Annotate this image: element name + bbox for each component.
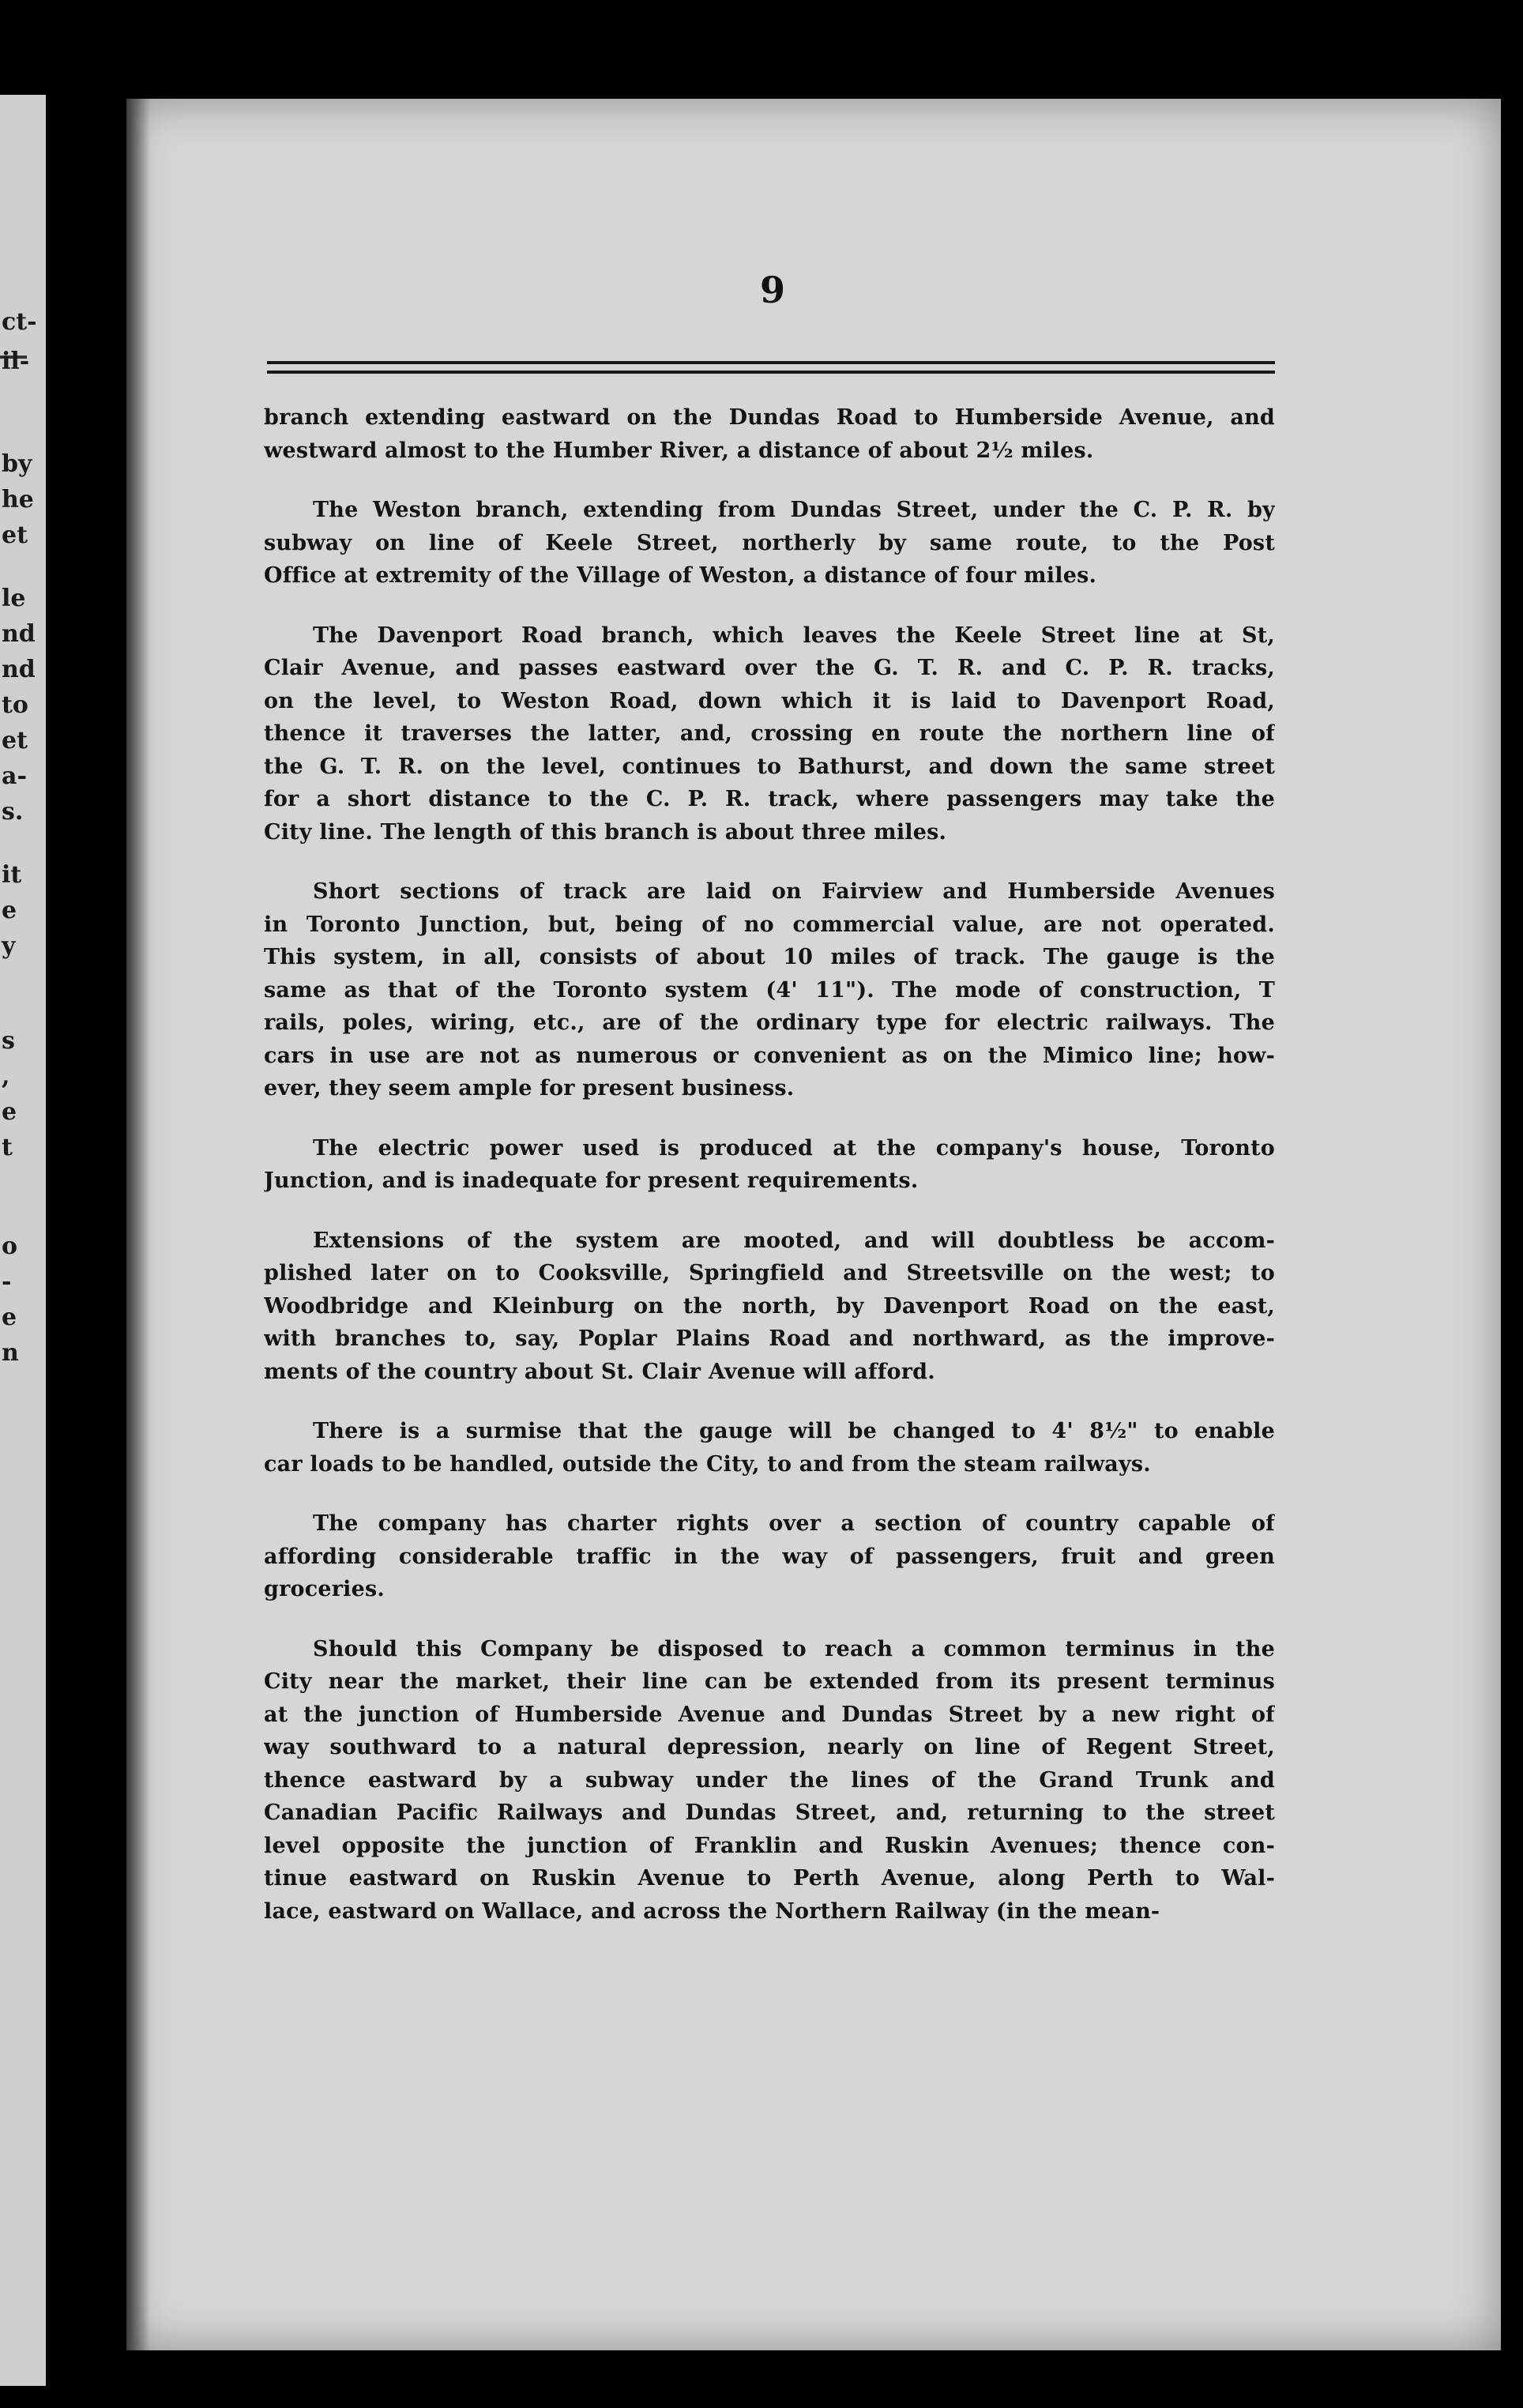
previous-page-fragment: , xyxy=(2,1063,10,1090)
previous-page-fragment: to xyxy=(2,691,28,719)
previous-page-fragment: y xyxy=(2,932,16,960)
text-line: The Weston branch, extending from Dundas Street, under the C. P. R. by xyxy=(313,498,1275,522)
paragraph xyxy=(264,875,1275,1105)
text-line: ments of the country about St. Clair Avenue will afford. xyxy=(264,1359,935,1384)
paragraph xyxy=(264,1633,1275,1928)
previous-page-fragment: n xyxy=(2,1339,19,1367)
previous-page-fragment: he xyxy=(2,486,34,514)
paragraph xyxy=(264,619,1275,849)
previous-page-fragment: ct- xyxy=(2,308,37,336)
text-line: There is a surmise that the gauge will be changed to 4' 8½" to enable xyxy=(313,1419,1275,1443)
previous-page-fragment: by xyxy=(2,450,32,478)
previous-page-fragment: nd xyxy=(2,620,36,648)
text-line: thence it traverses the latter, and, crossing en route the northern line of xyxy=(264,721,1275,746)
previous-page-edge xyxy=(0,95,46,2386)
previous-page-fragment: nd xyxy=(2,656,36,683)
text-line: in Toronto Junction, but, being of no commercial value, are not operated. xyxy=(264,912,1275,937)
text-line: for a short distance to the C. P. R. track, where passengers may take the xyxy=(264,787,1275,811)
text-line: at the junction of Humberside Avenue and Dundas Street by a new right of xyxy=(264,1702,1275,1727)
header-double-rule xyxy=(267,361,1275,374)
paragraph xyxy=(264,1225,1275,1389)
text-line: Office at extremity of the Village of Weston, a distance of four miles. xyxy=(264,563,1097,588)
body-text xyxy=(264,401,1275,1955)
text-line: level opposite the junction of Franklin and Ruskin Avenues; thence con- xyxy=(264,1833,1275,1858)
text-line: tinue eastward on Ruskin Avenue to Perth Avenue, along Perth to Wal- xyxy=(264,1866,1275,1891)
text-line: Canadian Pacific Railways and Dundas Street, and, returning to the street xyxy=(264,1800,1275,1825)
text-line: This system, in all, consists of about 10 miles of track. The gauge is the xyxy=(264,945,1275,969)
text-line: with branches to, say, Poplar Plains Road and northward, as the improve- xyxy=(264,1326,1275,1351)
text-line: Junction, and is inadequate for present requirements. xyxy=(264,1168,919,1193)
paragraph xyxy=(264,1507,1275,1606)
text-line: the G. T. R. on the level, continues to Bathurst, and down the same street xyxy=(264,754,1275,779)
text-line: groceries. xyxy=(264,1577,385,1601)
previous-page-fragment: a- xyxy=(2,762,27,790)
text-line: Should this Company be disposed to reach a common terminus in the xyxy=(313,1636,1275,1661)
text-line: rails, poles, wiring, etc., are of the ordinary type for electric railways. The xyxy=(264,1010,1275,1035)
previous-page-fragment: t xyxy=(2,1134,13,1161)
text-line: branch extending eastward on the Dundas Road to Humberside Avenue, and xyxy=(264,405,1275,430)
text-line: ever, they seem ample for present business. xyxy=(264,1076,795,1101)
previous-page-fragment: et xyxy=(2,521,28,549)
text-line: Extensions of the system are mooted, and will doubtless be accom- xyxy=(313,1228,1275,1253)
page-number: 9 xyxy=(759,269,785,311)
text-line: The Davenport Road branch, which leaves the Keele Street line at St, xyxy=(313,623,1275,648)
text-line: lace, eastward on Wallace, and across the Northern Railway (in the mean- xyxy=(264,1898,1160,1924)
previous-page-fragment: e xyxy=(2,1304,17,1331)
previous-page-fragment: le xyxy=(2,585,26,612)
previous-page-fragment: e xyxy=(2,897,17,924)
previous-page-fragment: s. xyxy=(2,798,24,826)
previous-page-fragment: - xyxy=(2,1268,12,1296)
text-line: subway on line of Keele Street, northerly by same route, to the Post xyxy=(264,530,1275,555)
text-line: plished later on to Cooksville, Springfield and Streetsville on the west; to xyxy=(264,1261,1275,1285)
previous-page-fragment: it xyxy=(2,861,22,889)
text-line: The company has charter rights over a section of country capable of xyxy=(313,1511,1275,1536)
text-line: affording considerable traffic in the way of passengers, fruit and green xyxy=(264,1544,1275,1569)
text-line: way southward to a natural depression, nearly on line of Regent Street, xyxy=(264,1735,1275,1759)
previous-page-fragment: il- xyxy=(2,348,30,375)
previous-page-fragment: o xyxy=(2,1232,18,1260)
previous-page-fragment: e xyxy=(2,1098,17,1126)
text-line: Short sections of track are laid on Fairview and Humberside Avenues xyxy=(313,879,1275,904)
text-line: on the level, to Weston Road, down which it is laid to Davenport Road, xyxy=(264,688,1275,713)
paragraph xyxy=(264,1132,1275,1198)
text-line: thence eastward by a subway under the lines of the Grand Trunk and xyxy=(264,1767,1275,1793)
text-line: same as that of the Toronto system (4' 11"). The mode of construction, T xyxy=(264,977,1275,1003)
text-line: Clair Avenue, and passes eastward over the G. T. R. and C. P. R. tracks, xyxy=(264,656,1275,680)
text-line: westward almost to the Humber River, a distance of about 2½ miles. xyxy=(264,438,1094,463)
text-line: car loads to be handled, outside the City, to and from the steam railways. xyxy=(264,1451,1151,1477)
previous-page-fragment: s xyxy=(2,1027,15,1055)
text-line: City near the market, their line can be extended from its present terminus xyxy=(264,1669,1275,1694)
text-line: City line. The length of this branch is about three miles. xyxy=(264,819,947,845)
text-line: cars in use are not as numerous or convenient as on the Mimico line; how- xyxy=(264,1043,1275,1068)
paragraph xyxy=(264,401,1275,467)
text-line: Woodbridge and Kleinburg on the north, by Davenport Road on the east, xyxy=(264,1293,1275,1319)
paragraph xyxy=(264,1415,1275,1481)
previous-page-fragment: et xyxy=(2,727,28,754)
page-spine-shadow xyxy=(126,99,150,2350)
paragraph xyxy=(264,494,1275,593)
text-line: The electric power used is produced at the company's house, Toronto xyxy=(313,1135,1275,1161)
